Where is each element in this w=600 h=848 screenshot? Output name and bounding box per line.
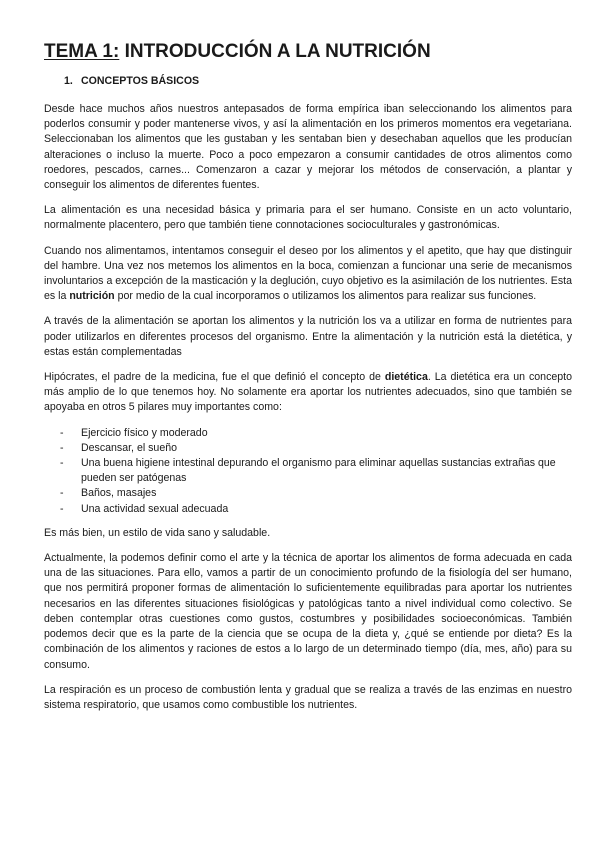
- list-item-text: Una actividad sexual adecuada: [81, 502, 229, 515]
- list-item-text: Ejercicio físico y moderado: [81, 426, 208, 439]
- paragraph-estilo-vida: Es más bien, un estilo de vida sano y saludable.: [44, 526, 271, 539]
- document-title: [44, 40, 572, 64]
- paragraph-respiracion: La respiración es un proceso de combustión lenta y gradual que se realiza a través de las enzimas en nuestro sistema respiratorio, que usamos como combustible los nutrientes.: [44, 683, 572, 711]
- paragraph-hipocrates-text-b: . La dietética era un concepto más amplio de lo que tenemos hoy. No solamente era aportar los nutrientes adecuados, sino que también se apoyaba en otros 5 pilares muy importantes como:: [44, 371, 572, 414]
- section-heading: [64, 74, 572, 88]
- paragraph-nutrientes: A través de la alimentación se aportan los alimentos y la nutrición los va a utilizar en forma de nutrientes para poder utilizarlos en diferentes procesos del organismo. Entre la alimentación y la nutrición está la dietética, y estas están complementadas: [44, 315, 572, 358]
- paragraph-nutricion-text-a: Cuando nos alimentamos, intentamos conseguir el deseo por los alimentos y el apetito, que hay que distinguir del hambre. Una vez nos metemos los alimentos en la boca, comienzan a funcionar una serie de mecanismos involuntarios a excepción de la masticación y la deglución, cuyo objetivo es la asimilación de los nutrientes. Esta es la: [44, 244, 572, 303]
- list-bullet: -: [60, 457, 64, 470]
- paragraph-alimentacion: La alimentación es una necesidad básica y primaria para el ser humano. Consiste en un acto voluntario, normalmente placentero, pero que también tiene connotaciones socioculturales y gastronómicas.: [44, 204, 572, 232]
- term-dietetica: dietética: [384, 371, 428, 384]
- document-page: [44, 40, 572, 723]
- paragraph-hipocrates: [44, 370, 572, 416]
- list-item: [44, 456, 572, 486]
- list-item: [44, 502, 572, 517]
- list-item-text: Una buena higiene intestinal depurando el organismo para eliminar aquellas sustancias extrañas que pueden ser patógenas: [81, 457, 556, 485]
- paragraph-hipocrates-text-a: Hipócrates, el padre de la medicina, fue el que definió el concepto de: [44, 371, 385, 384]
- list-item-text: Baños, masajes: [81, 487, 157, 500]
- term-nutricion: nutrición: [69, 290, 115, 303]
- title-text: INTRODUCCIÓN A LA NUTRICIÓN: [119, 41, 431, 62]
- list-item: [44, 486, 572, 501]
- section-title: CONCEPTOS BÁSICOS: [81, 75, 200, 87]
- section-number: 1.: [64, 75, 73, 87]
- title-prefix: TEMA 1:: [44, 41, 120, 62]
- list-bullet: -: [60, 441, 64, 454]
- list-bullet: -: [60, 426, 64, 439]
- list-item: [44, 441, 572, 456]
- list-bullet: -: [60, 502, 64, 515]
- paragraph-definicion: Actualmente, la podemos definir como el arte y la técnica de aportar los alimentos de forma adecuada en cada una de las situaciones. Para ello, vamos a partir de un conocimiento profundo de la fisiología del ser humano, que nos permitirá proponer formas de alimentación lo suficientemente equilibradas para aportar los nutrientes necesarios en las diferentes situaciones fisiológicas y patológicas tanto a nivel individual como colectivo. Se deben contemplar otras cuestiones como gustos, costumbres y posibilidades socioeconómicas. También podemos decir que es la parte de la ciencia que se ocupa de la dieta y, ¿qué se entiende por dieta? Es la combinación de los alimentos y raciones de estos a lo largo de un determinado tiempo (día, mes, año) para su consumo.: [44, 552, 572, 671]
- list-item-text: Descansar, el sueño: [81, 441, 177, 454]
- list-bullet: -: [60, 487, 64, 500]
- paragraph-nutricion-text-b: por medio de la cual incorporamos o utilizamos los alimentos para realizar sus funciones.: [114, 290, 537, 303]
- pillars-list: [44, 426, 572, 517]
- paragraph-history: Desde hace muchos años nuestros antepasados de forma empírica iban seleccionando los alimentos para poderlos consumir y poder mantenerse vivos, y así la alimentación en los primeros momentos era vegetariana. Seleccionaban los alimentos que les gustaban y les sentaban bien y desechaban aquellos que les producían alteraciones o incluso la muerte. Poco a poco empezaron a consumir cantidades de otros alimentos como roedores, pescados, carnes... Comenzaron a cazar y mejorar los métodos de conservación, a plantar y conseguir los alimentos de diferentes fuentes.: [44, 103, 572, 192]
- paragraph-nutricion: [44, 244, 572, 305]
- list-item: [44, 426, 572, 441]
